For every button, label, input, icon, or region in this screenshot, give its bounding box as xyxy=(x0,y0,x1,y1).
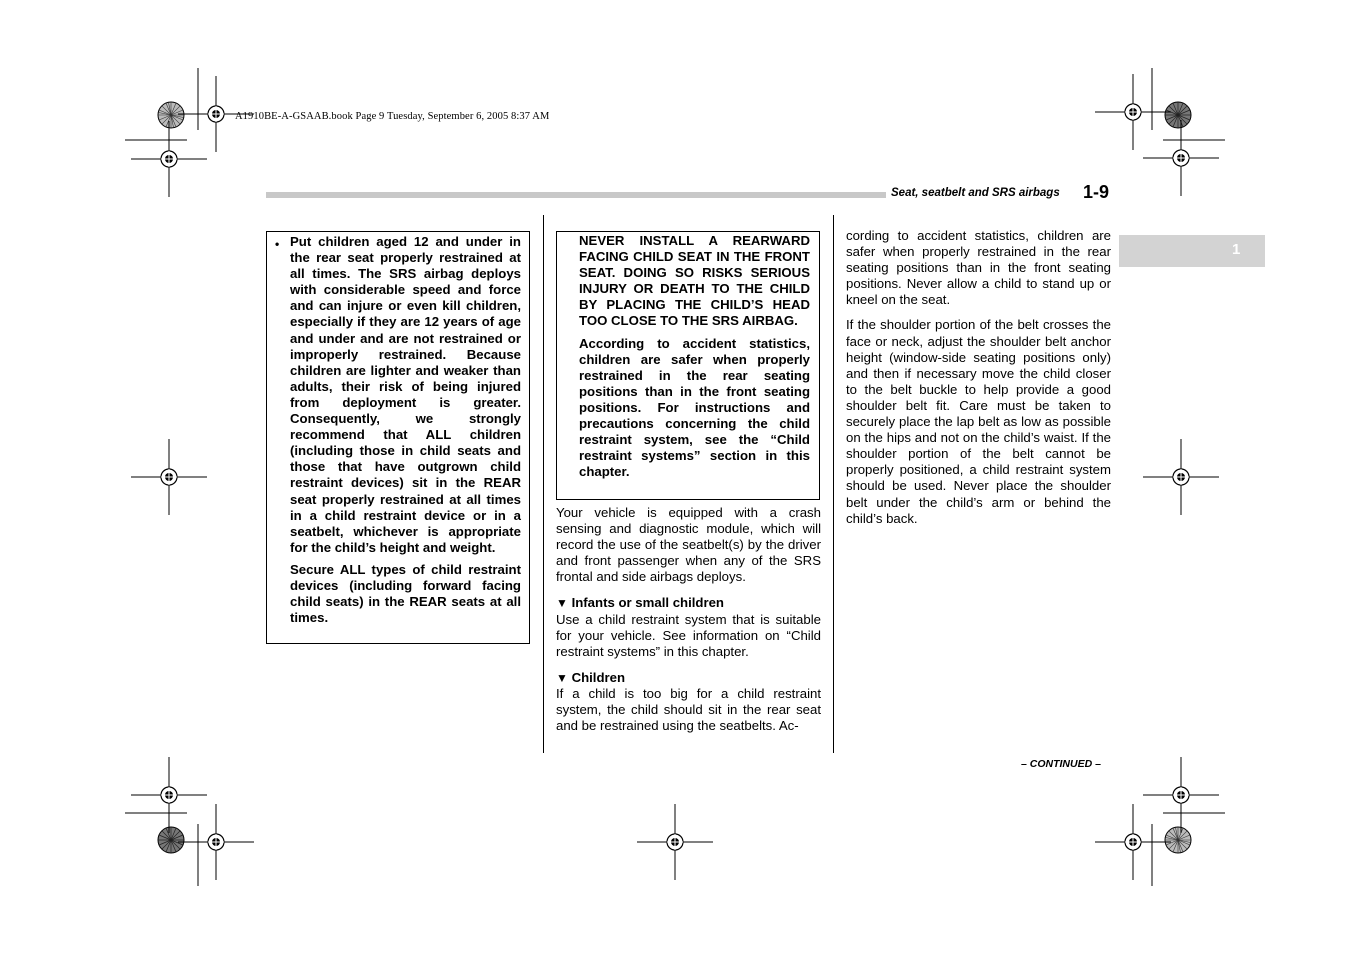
bullet-marker: • xyxy=(275,237,280,251)
warning-box-rearward-seat xyxy=(556,231,820,500)
warning-paragraph-2: Secure ALL types of child restraint devices (including forward facing child seats) in the REAR seats at all times. xyxy=(290,561,521,626)
section-title: Seat, seatbelt and SRS airbags xyxy=(891,187,1060,199)
continued-marker: – CONTINUED – xyxy=(1021,758,1101,770)
header-bar xyxy=(266,192,886,198)
column-3-body xyxy=(846,228,1111,537)
children-paragraph: If a child is too big for a child restraint system, the child should sit in the rear seat and be restrained using the seatbelts. Ac- xyxy=(556,685,821,734)
column-2-body xyxy=(556,505,821,744)
warning-statistics-paragraph: According to accident statistics, children are safer when properly restrained in the rear seating positions than in the front seating positions. For instructions and precautions concerning the child restraint system, see the “Child restraint systems” section in this chapter. xyxy=(579,335,810,480)
warning-box-children-rear-seat xyxy=(266,231,530,644)
triangle-marker-icon: ▼ xyxy=(556,596,568,611)
warning-paragraph-1: Put children aged 12 and under in the rear seat properly restrained at all times. The SRS airbag deploys with considerable speed and force and can injure or even kill children, especially if they are 12 years of age and under and are not restrained or improperly restrained. Because children are lighter and weaker than adults, their risk of being injured from deployment is greater. Consequently, we strongly recommend that ALL children (including those in child seats and those that have outgrown child restraint devices) sit in the REAR seat properly restrained at all times in a child restraint device or in a seatbelt, whichever is appropriate for the child’s height and weight. xyxy=(290,234,521,555)
book-file-info: A1910BE-A-GSAAB.book Page 9 Tuesday, September 6, 2005 8:37 AM xyxy=(235,111,550,122)
column-divider-2 xyxy=(833,215,834,753)
heading-children xyxy=(556,670,821,686)
chapter-tab-number: 1 xyxy=(1232,241,1241,258)
statistics-continued-paragraph: cording to accident statistics, children are safer when properly restrained in the rear seating positions than in the front seating positions. Never allow a child to stand up or kneel on the seat. xyxy=(846,228,1111,308)
crash-module-paragraph: Your vehicle is equipped with a crash sensing and diagnostic module, which will record the use of the seatbelt(s) by the driver and front passenger when any of the SRS frontal and side airbags deploys. xyxy=(556,505,821,585)
heading-children-label: Children xyxy=(571,669,626,685)
chapter-tab xyxy=(1119,235,1265,267)
warning-caps-paragraph: NEVER INSTALL A REARWARD FACING CHILD SEAT IN THE FRONT SEAT. DOING SO RISKS SERIOUS INJURY OR DEATH TO THE CHILD BY PLACING THE CHILD’S HEAD TOO CLOSE TO THE SRS AIRBAG. xyxy=(579,233,810,329)
heading-infants-label: Infants or small children xyxy=(571,595,724,611)
triangle-marker-icon: ▼ xyxy=(556,670,568,685)
page-number: 1-9 xyxy=(1083,182,1110,202)
column-divider-1 xyxy=(543,215,544,753)
heading-infants xyxy=(556,595,821,611)
shoulder-belt-paragraph: If the shoulder portion of the belt crosses the face or neck, adjust the shoulder belt anchor height (window-side seating positions only) and then if necessary move the child closer to the belt buckle to help provide a good shoulder belt fit. Care must be taken to securely place the lap belt as low as possible on the hips and not on the child’s waist. If the shoulder portion of the belt cannot be properly positioned, a child restraint system should be used. Never place the shoulder belt under the child’s arm or behind the child’s back. xyxy=(846,317,1111,526)
infants-paragraph: Use a child restraint system that is suitable for your vehicle. See information on “Child restraint systems” in this chapter. xyxy=(556,611,821,659)
